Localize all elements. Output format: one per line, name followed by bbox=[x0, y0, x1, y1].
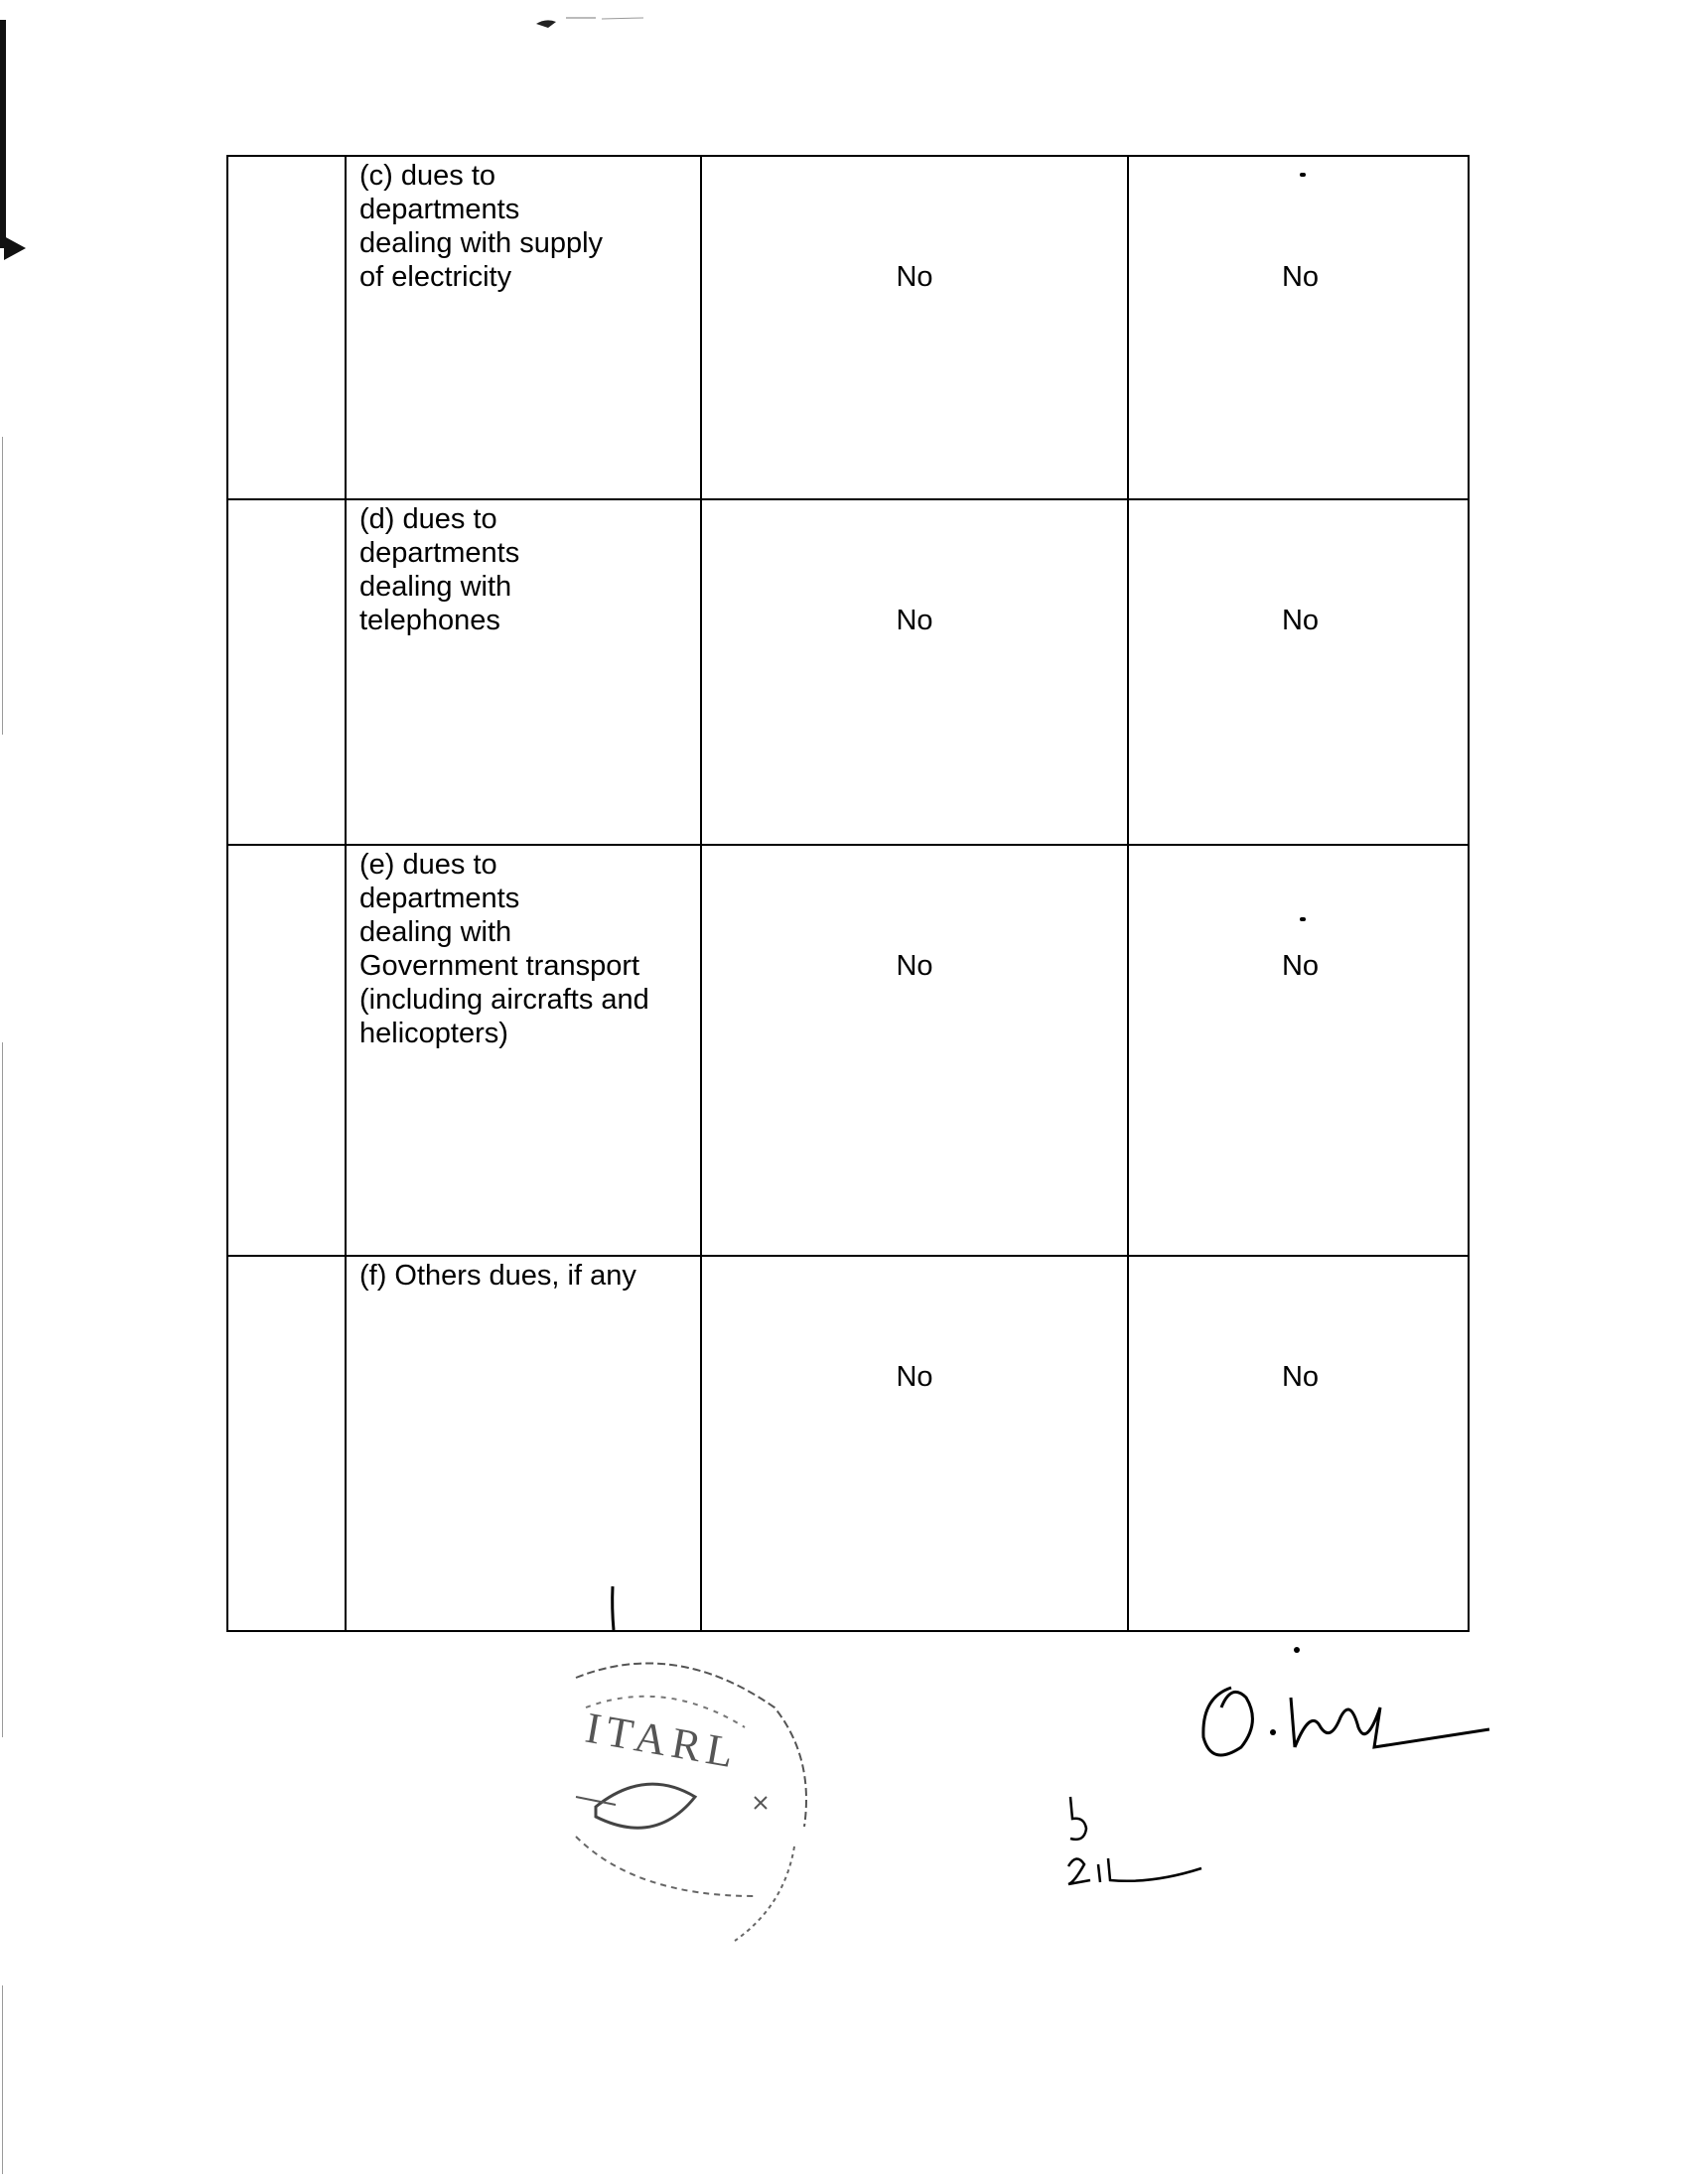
table-row bbox=[228, 157, 1468, 498]
table-row bbox=[228, 1255, 1468, 1630]
scan-arrow-icon bbox=[4, 236, 26, 260]
signature bbox=[1192, 1638, 1509, 1777]
value-text: No bbox=[1281, 1361, 1320, 1393]
value-cell bbox=[1129, 1257, 1472, 1630]
table-row bbox=[228, 844, 1468, 1255]
handwritten-initials bbox=[1062, 1787, 1231, 1916]
serial-cell bbox=[228, 846, 347, 1255]
value-cell bbox=[1129, 500, 1472, 844]
value-text: No bbox=[896, 261, 933, 293]
description-text: (e) dues to departments dealing with Government transport (including aircrafts and helicopters) bbox=[359, 849, 649, 1049]
scan-artifact bbox=[526, 10, 655, 32]
value-text: No bbox=[896, 950, 933, 982]
description-cell bbox=[347, 846, 702, 1255]
description-cell bbox=[347, 500, 702, 844]
scan-edge-line bbox=[2, 437, 3, 735]
serial-cell bbox=[228, 157, 347, 498]
description-text: (d) dues to departments dealing with telephones bbox=[359, 503, 520, 636]
value-text: No bbox=[896, 1361, 933, 1393]
scan-edge-line bbox=[2, 1985, 3, 2174]
description-text: (c) dues to departments dealing with supply of electricity bbox=[359, 160, 604, 293]
value-text: No bbox=[896, 605, 933, 636]
value-text: No bbox=[1281, 950, 1320, 982]
svg-text:ITARL: ITARL bbox=[582, 1703, 744, 1779]
description-text: (f) Others dues, if any bbox=[359, 1260, 636, 1292]
scan-dot bbox=[1300, 917, 1306, 921]
value-cell bbox=[702, 500, 1129, 844]
scan-edge-line bbox=[2, 1042, 3, 1737]
description-cell bbox=[347, 1257, 702, 1630]
pen-mark bbox=[607, 1584, 621, 1632]
value-cell bbox=[1129, 157, 1472, 498]
value-text: No bbox=[1281, 605, 1320, 636]
table-row bbox=[228, 498, 1468, 844]
official-stamp bbox=[556, 1648, 824, 1946]
serial-cell bbox=[228, 500, 347, 844]
value-cell bbox=[702, 1257, 1129, 1630]
description-cell bbox=[347, 157, 702, 498]
scan-dot bbox=[1300, 173, 1306, 177]
value-cell bbox=[702, 157, 1129, 498]
value-cell bbox=[702, 846, 1129, 1255]
serial-cell bbox=[228, 1257, 347, 1630]
scan-edge-mark bbox=[0, 20, 6, 248]
value-cell bbox=[1129, 846, 1472, 1255]
dues-table bbox=[226, 155, 1470, 1632]
value-text: No bbox=[1281, 261, 1320, 293]
